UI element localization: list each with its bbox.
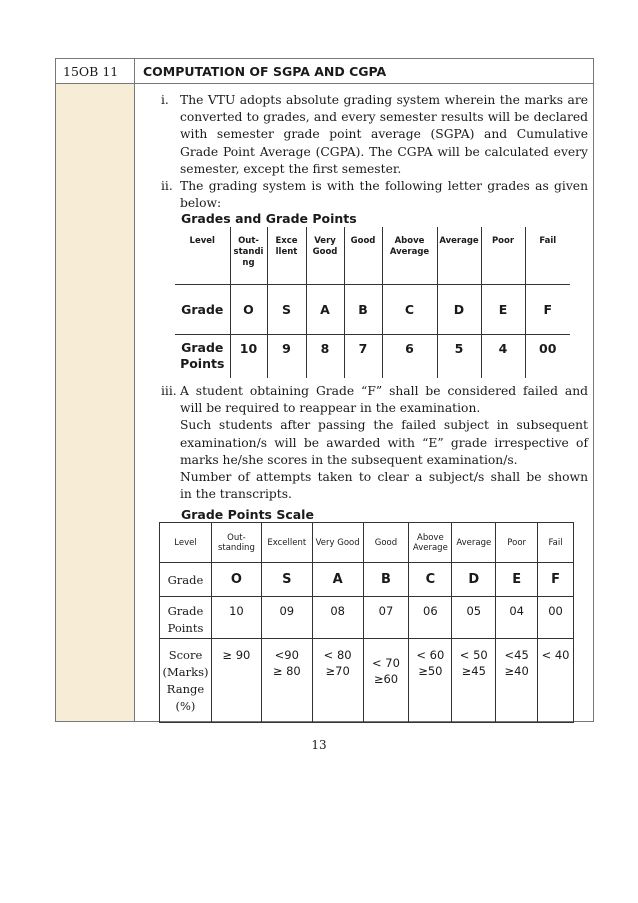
points-cell: 07 — [363, 597, 409, 639]
item-iii-text — [180, 383, 588, 503]
points-cell: 6 — [382, 334, 437, 378]
level-cell: Fail — [525, 227, 570, 284]
text-line: converted to grades, and every semester results will be declared — [180, 110, 588, 125]
item-i-text — [180, 92, 588, 178]
text-line: semester, except the first semester. — [180, 161, 402, 176]
text-line: Grade Point Average (CGPA). The CGPA will be calculated every — [180, 144, 588, 159]
level-cell: Poor — [481, 227, 525, 284]
grade-cell: S — [261, 563, 312, 597]
grade-cell: E — [496, 563, 538, 597]
grade-cell: C — [409, 563, 452, 597]
points-cell: 08 — [312, 597, 363, 639]
section-heading: COMPUTATION OF SGPA AND CGPA — [143, 64, 387, 79]
level-cell: Very Good — [312, 523, 363, 563]
score-cell: <45 ≥40 — [496, 639, 538, 723]
grade-points-scale-table — [159, 522, 574, 723]
text-line: Number of attempts taken to clear a subject/s shall be shown — [180, 470, 588, 485]
grade-cell: D — [437, 284, 481, 334]
grade-cell: F — [538, 563, 574, 597]
points-cell: 06 — [409, 597, 452, 639]
item-iii-number: iii. — [161, 384, 177, 398]
table1-title: Grades and Grade Points — [181, 211, 357, 226]
level-cell: Average — [437, 227, 481, 284]
grade-cell: A — [306, 284, 344, 334]
header-divider — [55, 83, 594, 84]
score-cell: ≥ 90 — [211, 639, 261, 723]
score-cell: < 60 ≥50 — [409, 639, 452, 723]
column-divider — [134, 58, 135, 722]
text-line: Such students after passing the failed subject in subsequent — [180, 418, 588, 433]
level-cell: Fail — [538, 523, 574, 563]
text-line: will be required to reappear in the examination. — [180, 401, 481, 416]
score-cell: < 40 — [538, 639, 574, 723]
text-line: with semester grade point average (SGPA) and Cumulative — [180, 127, 588, 142]
item-i-number: i. — [161, 93, 169, 107]
score-label: Score (Marks) Range (%) — [160, 639, 212, 723]
table-row — [175, 227, 570, 284]
table2-title: Grade Points Scale — [181, 507, 314, 522]
table-row — [160, 639, 574, 723]
grade-cell: C — [382, 284, 437, 334]
grade-cell: O — [230, 284, 267, 334]
level-cell: Very Good — [306, 227, 344, 284]
table-row — [175, 284, 570, 334]
points-cell: 10 — [230, 334, 267, 378]
level-cell: Excellent — [261, 523, 312, 563]
table-row — [160, 523, 574, 563]
grade-cell: O — [211, 563, 261, 597]
page-number: 13 — [311, 738, 327, 752]
grades-table — [175, 227, 570, 378]
points-cell: 10 — [211, 597, 261, 639]
grade-label: Grade — [175, 284, 230, 334]
points-label: Grade Points — [160, 597, 212, 639]
score-cell: < 70 ≥60 — [363, 639, 409, 723]
level-cell: Poor — [496, 523, 538, 563]
grade-cell: E — [481, 284, 525, 334]
text-line: marks he/she scores in the subsequent examination/s. — [180, 452, 518, 467]
grade-cell: B — [363, 563, 409, 597]
points-cell: 04 — [496, 597, 538, 639]
points-cell: 7 — [344, 334, 382, 378]
points-cell: 05 — [452, 597, 496, 639]
points-cell: 8 — [306, 334, 344, 378]
level-cell: Good — [363, 523, 409, 563]
level-label: Level — [160, 523, 212, 563]
grade-cell: F — [525, 284, 570, 334]
table-row — [160, 563, 574, 597]
level-cell: Good — [344, 227, 382, 284]
text-line: examination/s will be awarded with “E” grade irrespective of — [180, 435, 588, 450]
level-cell: Out- standing — [211, 523, 261, 563]
grade-cell: B — [344, 284, 382, 334]
points-cell: 00 — [538, 597, 574, 639]
grade-cell: D — [452, 563, 496, 597]
text-line: A student obtaining Grade “F” shall be considered failed and — [180, 384, 588, 398]
level-cell: Out- standi ng — [230, 227, 267, 284]
level-cell: Exce llent — [267, 227, 306, 284]
points-label: Grade Points — [175, 334, 230, 378]
level-cell: Above Average — [409, 523, 452, 563]
table-row — [175, 334, 570, 378]
level-cell: Average — [452, 523, 496, 563]
score-cell: <90 ≥ 80 — [261, 639, 312, 723]
grade-cell: S — [267, 284, 306, 334]
points-cell: 9 — [267, 334, 306, 378]
grade-cell: A — [312, 563, 363, 597]
points-cell: 00 — [525, 334, 570, 378]
grade-label: Grade — [160, 563, 212, 597]
text-line: below: — [180, 196, 222, 211]
level-label: Level — [175, 227, 230, 284]
level-cell: Above Average — [382, 227, 437, 284]
text-line: The VTU adopts absolute grading system wherein the marks are — [180, 93, 588, 107]
item-ii-text — [180, 178, 588, 212]
item-ii-number: ii. — [161, 179, 173, 193]
points-cell: 09 — [261, 597, 312, 639]
score-cell: < 80 ≥70 — [312, 639, 363, 723]
score-cell: < 50 ≥45 — [452, 639, 496, 723]
table-row — [160, 597, 574, 639]
points-cell: 5 — [437, 334, 481, 378]
subject-code: 15OB 11 — [63, 64, 119, 79]
text-line: in the transcripts. — [180, 487, 292, 502]
points-cell: 4 — [481, 334, 525, 378]
text-line: The grading system is with the following letter grades as given — [180, 179, 588, 193]
